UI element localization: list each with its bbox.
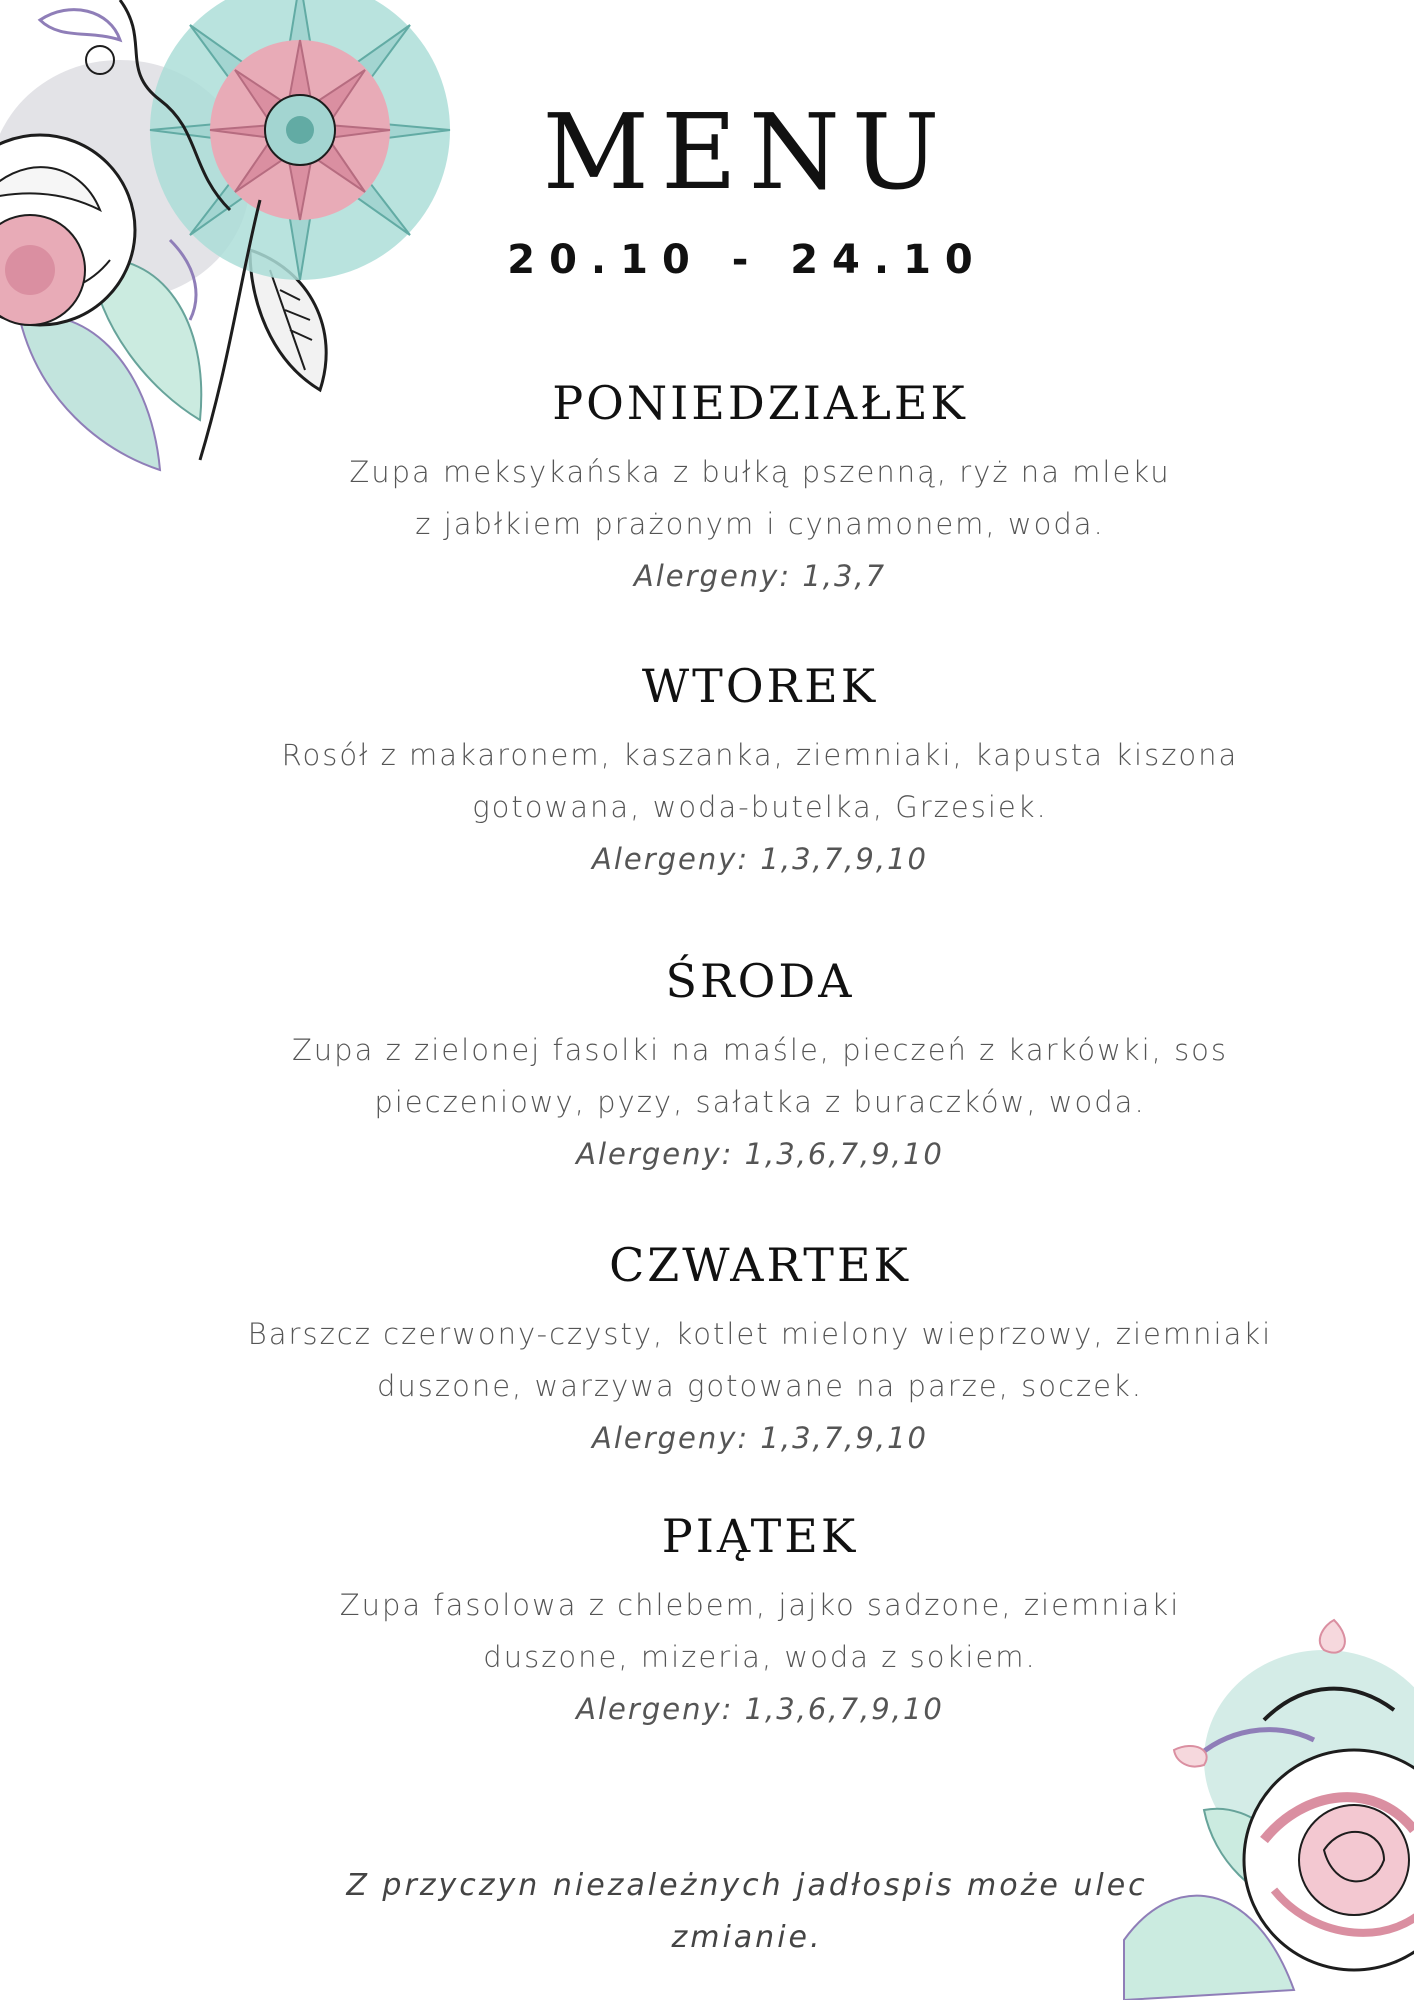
allergens-info: Alergeny: 1,3,7 xyxy=(633,559,887,593)
menu-date-range: 20.10 - 24.10 xyxy=(507,237,987,283)
disclaimer-line: zmianie. xyxy=(671,1920,823,1955)
meal-description-line: duszone, warzywa gotowane na parze, soczek. xyxy=(376,1369,1144,1403)
day-section-thursday xyxy=(0,1238,1414,1464)
meal-description-line: gotowana, woda-butelka, Grzesiek. xyxy=(472,790,1048,824)
meal-description-line: duszone, mizeria, woda z sokiem. xyxy=(483,1640,1037,1674)
day-section-tuesday xyxy=(0,659,1414,885)
day-name: ŚRODA xyxy=(665,954,855,1008)
meal-description-line: Zupa meksykańska z bułką pszenną, ryż na mleku xyxy=(349,455,1171,489)
allergens-info: Alergeny: 1,3,7,9,10 xyxy=(591,842,929,876)
day-name: WTOREK xyxy=(641,659,879,713)
disclaimer-line: Z przyczyn niezależnych jadłospis może ulec xyxy=(346,1868,1148,1903)
allergens-info: Alergeny: 1,3,7,9,10 xyxy=(591,1421,929,1455)
day-section-wednesday xyxy=(0,954,1414,1180)
day-name: CZWARTEK xyxy=(609,1238,911,1292)
meal-description-line: Rosół z makaronem, kaszanka, ziemniaki, kapusta kiszona xyxy=(281,738,1239,772)
allergens-info: Alergeny: 1,3,6,7,9,10 xyxy=(576,1692,944,1726)
meal-description-line: z jabłkiem prażonym i cynamonem, woda. xyxy=(415,507,1105,541)
day-name: PIĄTEK xyxy=(661,1509,859,1563)
allergens-info: Alergeny: 1,3,6,7,9,10 xyxy=(576,1137,944,1171)
meal-description-line: Barszcz czerwony-czysty, kotlet mielony wieprzowy, ziemniaki xyxy=(247,1317,1273,1351)
day-name: PONIEDZIAŁEK xyxy=(552,376,968,430)
meal-description-line: pieczeniowy, pyzy, sałatka z buraczków, woda. xyxy=(374,1085,1146,1119)
meal-description-line: Zupa fasolowa z chlebem, jajko sadzone, ziemniaki xyxy=(339,1588,1181,1622)
menu-disclaimer xyxy=(0,1860,1414,1964)
menu-title: MENU xyxy=(542,91,952,213)
meal-description-line: Zupa z zielonej fasolki na maśle, pieczeń z karkówki, sos xyxy=(291,1033,1229,1067)
day-section-friday xyxy=(0,1509,1414,1735)
day-section-monday xyxy=(0,376,1414,602)
